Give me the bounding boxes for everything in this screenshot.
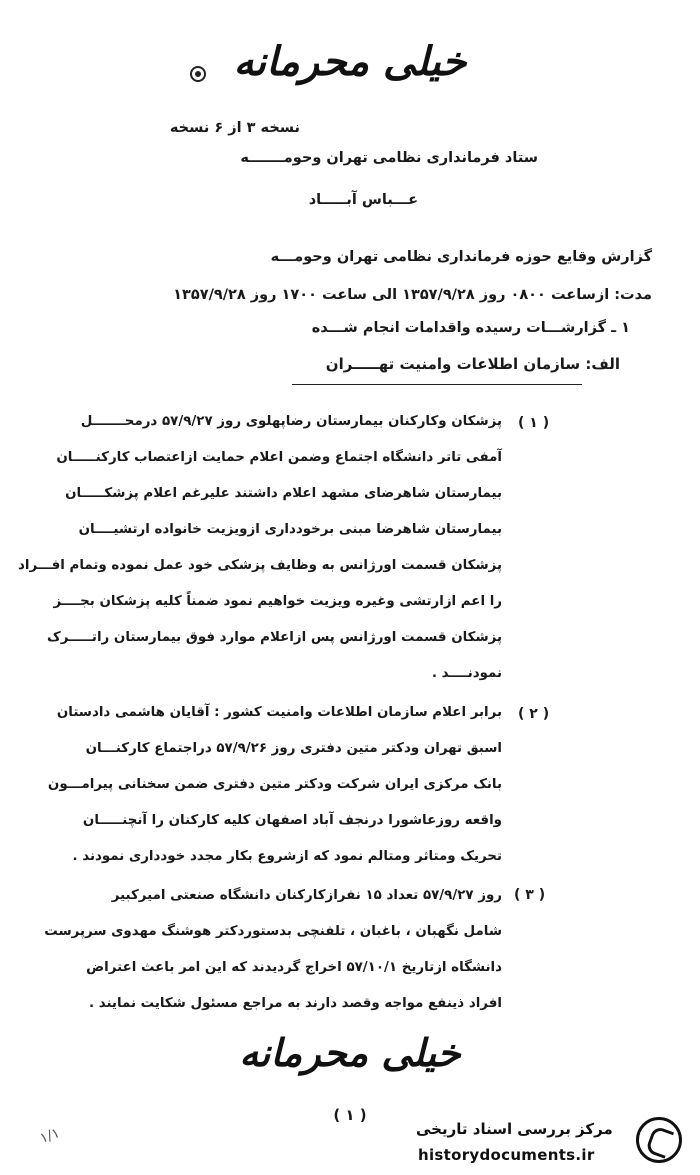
item-line: برابر اعلام سازمان اطلاعات وامنیت کشور : آقایان هاشمی دادستان [56, 705, 502, 720]
location-line: عـــباس آبـــــاد [308, 192, 418, 208]
item-number: ( ۲ ) [518, 706, 550, 722]
watermark-url: historydocuments.ir [418, 1146, 595, 1164]
item-line: اسبق تهران ودکتر متین دفتری روز ۵۷/۹/۲۶ دراجتماع کارکنـــان [85, 741, 502, 756]
item-line: بانک مرکزی ایران شرکت ودکتر متین دفتری ضمن سخنانی پیرامـــون [47, 777, 502, 792]
copy-line: نسخه ۳ از ۶ نسخه [169, 120, 300, 136]
item-line: بیمارستان شاهرضا مبنی برخودداری ازویزیت خانواده ارتشیــــان [78, 522, 502, 537]
item-line: تحریک ومتاثر ومتالم نمود که ازشروع بکار مجدد خودداری نمودند . [72, 849, 502, 864]
stamp-mark-icon [190, 66, 206, 82]
watermark-title: مرکز بررسی اسناد تاریخی [416, 1120, 613, 1138]
item-line: را اعم ازارتشی وغیره ویزیت خواهیم نمود ضمناً کلیه پزشکان بجــــز [53, 594, 502, 609]
report-period: مدت: ازساعت ۰۸۰۰ روز ۱۳۵۷/۹/۲۸ الی ساعت ۱۷۰۰ روز ۱۳۵۷/۹/۲۸ [173, 287, 652, 303]
item-line: روز ۵۷/۹/۲۷ تعداد ۱۵ نفرازکارکنان دانشگاه صنعتی امیرکبیر [111, 888, 502, 903]
item-number: ( ۱ ) [518, 415, 550, 431]
item-line: آمفی تاتر دانشگاه اجتماع وضمن اعلام حمایت ازاعتصاب کارکنـــــان [56, 450, 502, 465]
page-number: ( ۱ ) [333, 1106, 367, 1124]
classification-bottom: خیلی محرمانه [239, 1030, 461, 1075]
classification-top: خیلی محرمانه [233, 38, 467, 85]
section-title: ۱ ـ گزارشـــات رسیده واقدامات انجام شـــده [311, 320, 630, 336]
item-line: واقعه روزعاشورا درنجف آباد اصفهان کلیه کارکنان را آنچنـــــان [82, 813, 502, 828]
item-line: دانشگاه ازتاریخ ۵۷/۱۰/۱ اخراج گردیدند که این امر باعث اعتراض [86, 960, 502, 975]
item-number: ( ۳ ) [514, 887, 546, 903]
subsection-underline [292, 384, 582, 385]
item-line: نمودنــــد . [431, 666, 502, 681]
office-line: ستاد فرمانداری نظامی تهران وحومـــــــه [240, 150, 538, 166]
item-line: پزشکان قسمت اورژانس به وظایف پزشکی خود عمل نموده وتمام افـــراد [18, 558, 502, 573]
item-line: بیمارستان شاهرضای مشهد اعلام داشتند علیرغم اعلام پزشکـــــان [65, 486, 502, 501]
archive-logo-icon [636, 1117, 682, 1163]
item-line: افراد ذینفع مواجه وقصد دارند به مراجع مسئول شکایت نمایند . [88, 996, 502, 1011]
margin-note: ۱/۱ [37, 1125, 62, 1147]
report-subject: گزارش وقایع حوزه فرمانداری نظامی تهران وحومـــه [270, 249, 652, 265]
item-line: شامل نگهبان ، باغبان ، تلفنچی بدستوردکتر هوشنگ مهدوی سرپرست [44, 924, 502, 939]
item-line: پزشکان قسمت اورژانس پس ازاعلام موارد فوق بیمارستان راتـــــرک [46, 630, 502, 645]
item-line: پزشکان وکارکنان بیمارستان رضاپهلوی روز ۵۷/۹/۲۷ درمحـــــــل [80, 414, 502, 429]
subsection-title: الف: سازمان اطلاعات وامنیت تهـــــران [325, 355, 620, 373]
